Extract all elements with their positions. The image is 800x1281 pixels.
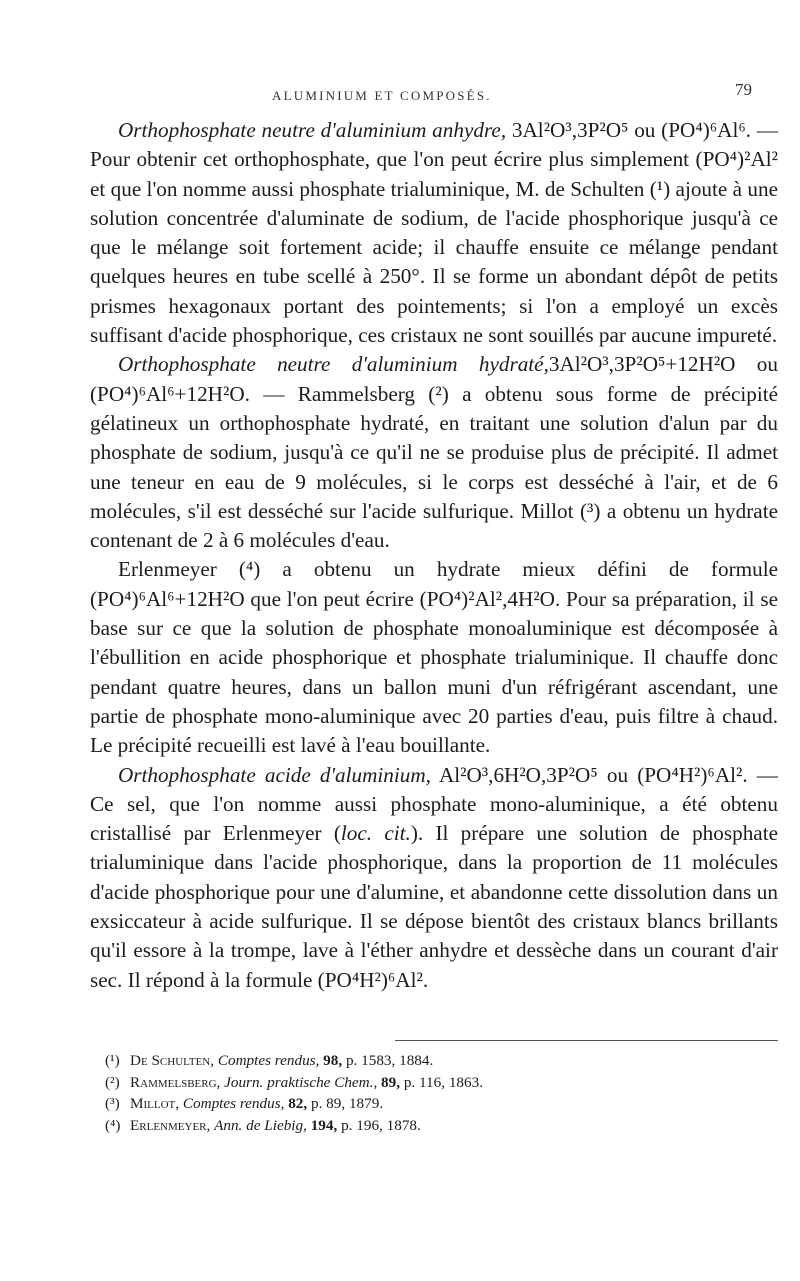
paragraph-body: 3Al²O³,3P²O⁵+12H²O ou (PO⁴)⁶Al⁶+12H²O. — Rammelsberg (²) a obtenu sous forme de précipité gélatineux un orthophosphate hydraté, en traitant une solution d'alun par du phosphate de sodium, jusqu'à ce qu'il ne se produise plus de précipité. Il admet une teneur en eau de 9 molécules, si le corps est desséché à l'air, et de 6 molécules, s'il est desséché sur l'acide sulfurique. Millot (³) a obtenu un hydrate contenant de 2 à 6 molécules d'eau. (90, 352, 778, 553)
footnote-author: Rammelsberg, (130, 1073, 221, 1091)
footnote (105, 1050, 775, 1072)
footnote-volume: 89, (381, 1073, 401, 1091)
footnote-volume: 82, (288, 1095, 308, 1112)
footnote-work: Ann. de Liebig, (214, 1116, 307, 1134)
footnote-author: Erlenmeyer, (130, 1116, 211, 1134)
paragraph-acid (90, 761, 778, 995)
paragraph-anhydrous (90, 116, 778, 350)
footnote-number: (³) (105, 1095, 120, 1112)
paragraph-erlenmeyer (90, 555, 778, 760)
paragraph-body: Al²O³,6H²O,3P²O⁵ ou (PO⁴H²)⁶Al². — Ce sel, que l'on nomme aussi phosphate mono-aluminique, a été obtenu cristallisé par Erlenmeyer ( (90, 762, 778, 846)
footnote-work: Comptes rendus, (182, 1095, 285, 1112)
paragraph-hydrated (90, 350, 778, 555)
paragraph-body: Erlenmeyer (⁴) a obtenu un hydrate mieux défini de formule (PO⁴)⁶Al⁶+12H²O que l'on peut écrire (PO⁴)²Al²,4H²O. Pour sa préparation, il se base sur ce que la solution de phosphate monoaluminique est décomposée à l'ébullition en acide phosphorique et phosphate trialuminique. Il chauffe donc pendant quatre heures, dans un ballon muni d'un réfrigérant ascendant, une partie de phosphate mono-aluminique avec 20 parties d'eau, puis filtre à chaud. Le précipité recueilli est lavé à l'eau bouillante. (90, 557, 778, 758)
paragraph-title: Orthophosphate neutre d'aluminium anhydre, (118, 118, 507, 142)
body-text (90, 116, 778, 995)
page-number: 79 (735, 80, 752, 99)
loc-cit: loc. cit. (340, 821, 411, 846)
footnote-ref: p. 1583, 1884. (345, 1052, 434, 1069)
paragraph-title: Orthophosphate neutre d'aluminium hydraté, (118, 352, 549, 377)
footnote-volume: 98, (323, 1052, 343, 1069)
footnote-author: De Schulten, (130, 1052, 215, 1069)
footnote-number: (¹) (105, 1052, 120, 1069)
paragraph-title: Orthophosphate acide d'aluminium, (118, 762, 431, 787)
paragraph-body: 3Al²O³,3P²O⁵ ou (PO⁴)⁶Al⁶. — Pour obtenir cet orthophosphate, que l'on peut écrire plus simplement (PO⁴)²Al² et que l'on nomme aussi phosphate trialuminique, M. de Schulten (¹) ajoute à une solution concentrée d'aluminate de sodium, de l'acide phosphorique jusqu'à ce que le mélange soit fortement acide; il chauffe ensuite ce mélange pendant quelques heures en tube scellé à 250°. Il se forme un abondant dépôt de petits prismes hexagonaux portant des pointements; si l'on a employé un excès suffisant d'acide phosphorique, ces cristaux ne sont souillés par aucune impureté. (90, 118, 778, 348)
footnote (105, 1093, 775, 1115)
footnote-ref: p. 196, 1878. (341, 1116, 421, 1134)
footnote (105, 1072, 775, 1094)
footnote-number: (²) (105, 1073, 120, 1091)
footnote-ref: p. 116, 1863. (403, 1073, 483, 1091)
paragraph-body-continued: ). Il prépare une solution de phosphate trialuminique dans l'acide phosphorique, dans la proportion de 11 molécules d'acide phosphorique pour une d'alumine, et abandonne cette dissolution dans un exsiccateur à acide sulfurique. Il se dépose bientôt des cristaux blancs brillants qu'il essore à la trompe, lave à l'éther anhydre et dessèche dans un courant d'air sec. Il répond à la formule (PO⁴H²)⁶Al². (90, 821, 779, 992)
footnote-work: Comptes rendus, (217, 1052, 320, 1069)
footnote (105, 1115, 775, 1137)
footnotes (105, 1050, 775, 1136)
footnote-rule (395, 1040, 778, 1041)
footnote-number: (⁴) (105, 1116, 121, 1134)
running-head: ALUMINIUM ET COMPOSÉS. (272, 88, 492, 103)
footnote-volume: 194, (310, 1116, 338, 1134)
footnote-work: Journ. praktische Chem., (224, 1073, 378, 1091)
footnote-author: Millot, (130, 1095, 180, 1112)
footnote-ref: p. 89, 1879. (310, 1095, 384, 1112)
